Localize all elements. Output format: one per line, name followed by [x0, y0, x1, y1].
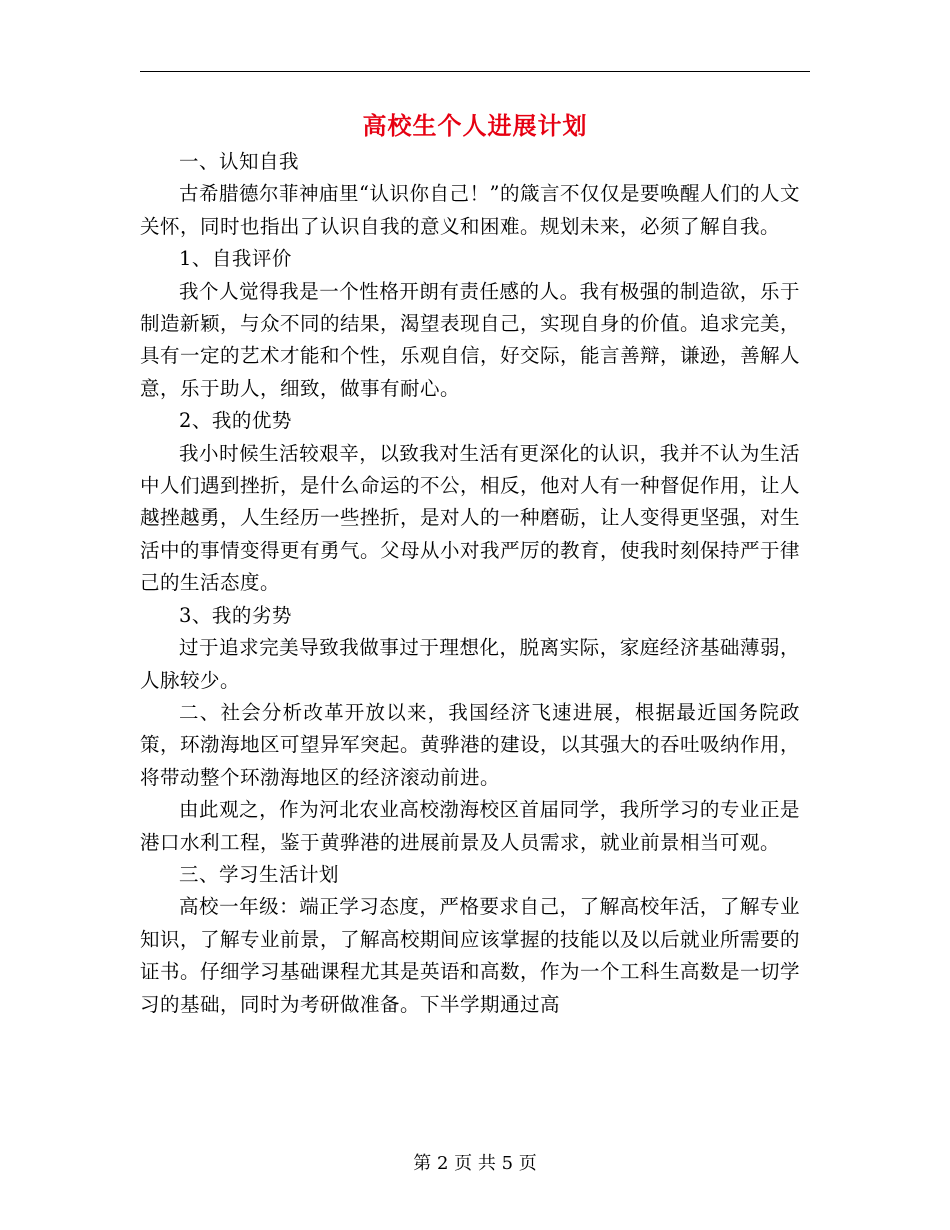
paragraph-self-evaluation: 我个人觉得我是一个性格开朗有责任感的人。我有极强的制造欲，乐于制造新颖，与众不同的结果，渴望表现自己，实现自身的价值。追求完美，具有一定的艺术才能和个性，乐观自信，好交际，能言善辩，谦逊，善解人意，乐于助人，细致，做事有耐心。 [140, 279, 801, 400]
paragraph-social-analysis: 二、社会分析改革开放以来，我国经济飞速进展，根据最近国务院政策，环渤海地区可望异军突起。黄骅港的建设，以其强大的吞吐吸纳作用，将带动整个环渤海地区的经济滚动前进。 [140, 700, 801, 789]
document-body [140, 146, 800, 1021]
heading-study-plan: 三、学习生活计划 [179, 862, 340, 886]
heading-self-cognition: 一、认知自我 [179, 150, 300, 173]
heading-strengths: 2、我的优势 [179, 409, 292, 433]
paragraph-first-year: 高校一年级：端正学习态度，严格要求自己，了解高校年活，了解专业知识，了解专业前景，了解高校期间应该掌握的技能以及以后就业所需要的证书。仔细学习基础课程尤其是英语和高数，作为一个工科生高数是一切学习的基础，同时为考研做准备。下半学期通过高 [140, 895, 801, 1016]
heading-self-evaluation: 1、自我评价 [179, 247, 292, 271]
paragraph-strengths: 我小时候生活较艰辛，以致我对生活有更深化的认识，我并不认为生活中人们遇到挫折，是什么命运的不公，相反，他对人有一种督促作用，让人越挫越勇，人生经历一些挫折，是对人的一种磨砺，让人变得更坚强，对生活中的事情变得更有勇气。父母从小对我严厉的教育，使我时刻保持严于律己的生活态度。 [140, 441, 801, 595]
header-rule [140, 71, 810, 72]
paragraph-employment-outlook: 由此观之，作为河北农业高校渤海校区首届同学，我所学习的专业正是港口水利工程，鉴于黄骅港的进展前景及人员需求，就业前景相当可观。 [140, 798, 800, 854]
paragraph-know-yourself: 古希腊德尔菲神庙里“认识你自己！”的箴言不仅仅是要唤醒人们的人文关怀，同时也指出了认识自我的意义和困难。规划未来，必须了解自我。 [140, 182, 800, 238]
heading-weaknesses: 3、我的劣势 [179, 603, 292, 627]
page-number: 第 2 页 共 5 页 [413, 1153, 537, 1174]
paragraph-weaknesses: 过于追求完美导致我做事过于理想化，脱离实际，家庭经济基础薄弱，人脉较少。 [140, 636, 800, 692]
document-title: 高校生个人进展计划 [362, 111, 588, 140]
